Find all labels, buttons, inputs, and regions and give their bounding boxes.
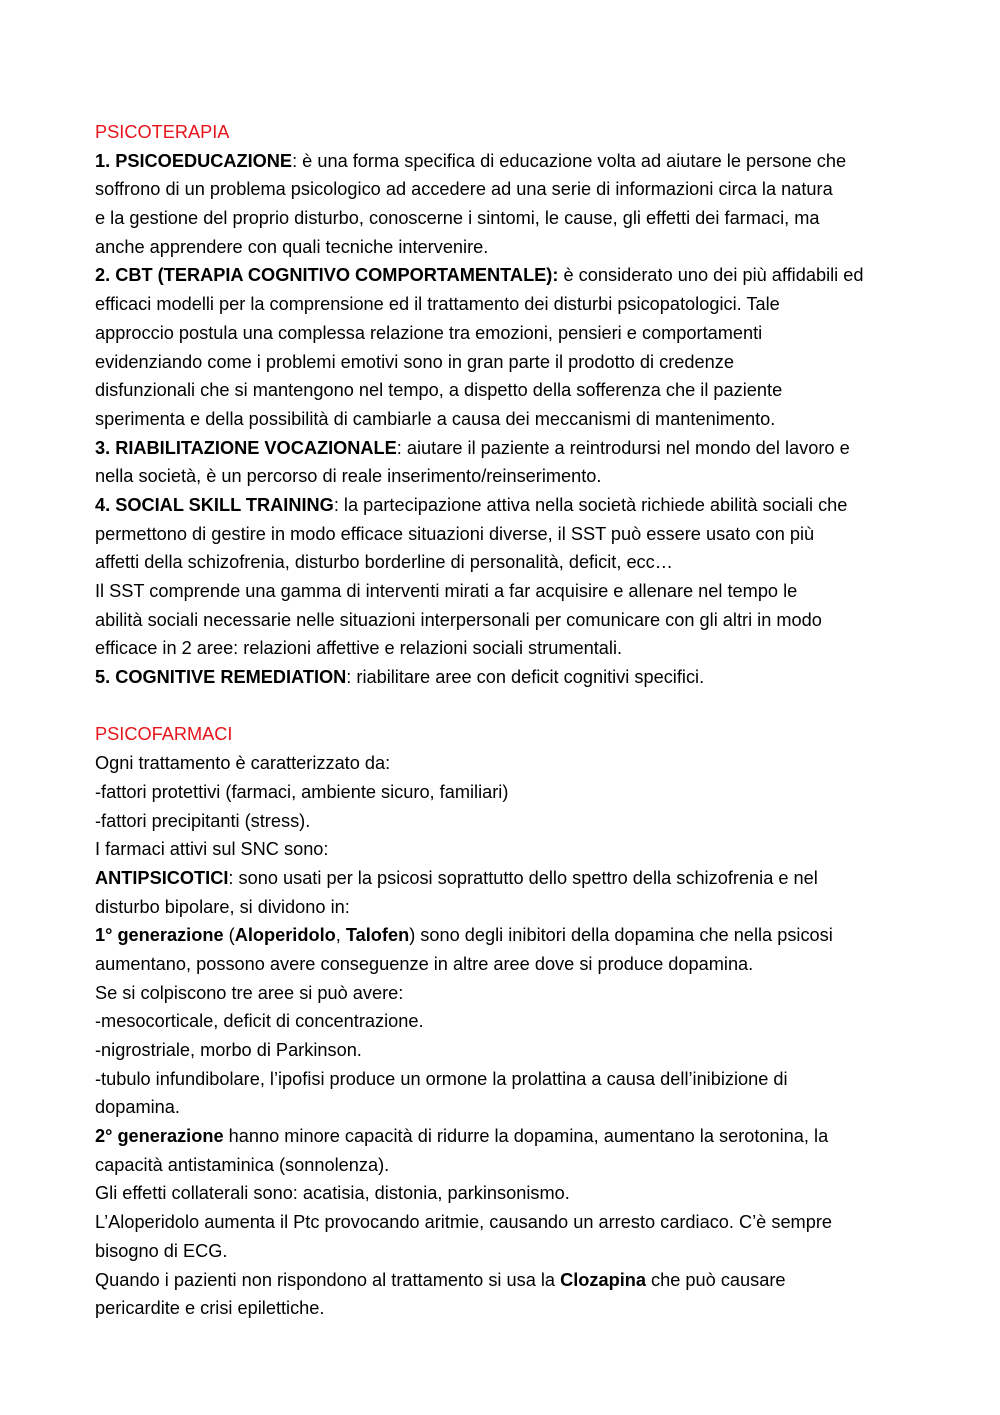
paragraph-gen1-line-6: -tubulo infundibolare, l’ipofisi produce un ormone la prolattina a causa dell’inibizione di (95, 1068, 788, 1089)
term-social-skill-training: 4. SOCIAL SKILL TRAINING (95, 494, 334, 515)
paragraph-gen1-line-1 (95, 921, 925, 950)
paragraph-cbt-line-1 (95, 261, 925, 290)
paragraph-cbt-line-2: efficaci modelli per la comprensione ed il trattamento dei disturbi psicopatologici. Tale (95, 294, 780, 315)
text: , (335, 925, 346, 946)
text: ( (223, 925, 235, 946)
paragraph-gen2-line-5: bisogno di ECG. (95, 1240, 228, 1261)
paragraph-psicoeducazione-line-3: e la gestione del proprio disturbo, conoscerne i sintomi, le cause, gli effetti dei farmaci, ma (95, 208, 820, 229)
text-line: Ogni trattamento è caratterizzato da: (95, 753, 391, 774)
text: che può causare (646, 1269, 786, 1290)
paragraph-sst-line-1 (95, 491, 925, 520)
blank-line (95, 692, 925, 721)
paragraph-clozapina-line-2: pericardite e crisi epilettiche. (95, 1298, 325, 1319)
term-antipsicotici: ANTIPSICOTICI (95, 867, 229, 888)
paragraph-sst-line-3: affetti della schizofrenia, disturbo borderline di personalità, deficit, ecc… (95, 552, 673, 573)
paragraph-cbt-line-5: disfunzionali che si mantengono nel tempo, a dispetto della sofferenza che il paziente (95, 380, 783, 401)
paragraph-gen2-line-2: capacità antistaminica (sonnolenza). (95, 1154, 390, 1175)
text: : riabilitare aree con deficit cognitivi specifici. (346, 667, 705, 688)
text: è considerato uno dei più affidabili ed (558, 265, 864, 286)
term-talofen: Talofen (345, 925, 410, 946)
paragraph-gen1-line-5: -nigrostriale, morbo di Parkinson. (95, 1040, 362, 1060)
text: hanno minore capacità di ridurre la dopamina, aumentano la serotonina, la (223, 1126, 829, 1147)
text-line: -fattori protettivi (farmaci, ambiente sicuro, familiari) (95, 781, 509, 802)
text: : aiutare il paziente a reintrodursi nel mondo del lavoro e (396, 437, 850, 458)
term-second-generation: 2° generazione (95, 1126, 224, 1147)
text: Quando i pazienti non rispondono al trattamento si usa la (95, 1269, 561, 1290)
term-cognitive-remediation: 5. COGNITIVE REMEDIATION (95, 667, 347, 688)
term-riabilitazione-vocazionale: 3. RIABILITAZIONE VOCAZIONALE (95, 437, 397, 458)
paragraph-cbt-line-6: sperimenta e della possibilità di cambiarle a causa dei meccanismi di mantenimento. (95, 408, 776, 429)
text: ) sono degli inibitori della dopamina che nella psicosi (409, 925, 833, 946)
paragraph-riabilitazione-line-1 (95, 434, 925, 463)
text: : sono usati per la psicosi soprattutto dello spettro della schizofrenia e nel (228, 867, 818, 888)
paragraph-cbt-line-4: evidenziando come i problemi emotivi sono in gran parte il prodotto di credenze (95, 351, 734, 372)
paragraph-gen1-line-7: dopamina. (95, 1097, 180, 1118)
text-line: I farmaci attivi sul SNC sono: (95, 839, 329, 860)
paragraph-sst-line-6: efficace in 2 aree: relazioni affettive e relazioni sociali strumentali. (95, 638, 623, 659)
term-psicoeducazione: 1. PSICOEDUCAZIONE (95, 150, 293, 171)
document-page (95, 118, 925, 1323)
paragraph-gen2-line-3: Gli effetti collaterali sono: acatisia, distonia, parkinsonismo. (95, 1183, 570, 1204)
paragraph-gen2-line-1 (95, 1122, 925, 1151)
paragraph-cognitive-remediation-line-1 (95, 663, 925, 692)
term-clozapina: Clozapina (560, 1269, 646, 1290)
paragraph-gen1-line-3: Se si colpiscono tre aree si può avere: (95, 982, 404, 1003)
paragraph-cbt-line-3: approccio postula una complessa relazione tra emozioni, pensieri e comportamenti (95, 322, 763, 343)
text-line: -fattori precipitanti (stress). (95, 810, 311, 831)
section-heading-psicoterapia: PSICOTERAPIA (95, 122, 230, 142)
term-cbt: 2. CBT (TERAPIA COGNITIVO COMPORTAMENTALE): (95, 265, 559, 286)
paragraph-antipsicotici-line-2: disturbo bipolare, si dividono in: (95, 896, 350, 917)
text: : la partecipazione attiva nella società richiede abilità sociali che (333, 494, 848, 515)
section-heading-psicofarmaci: PSICOFARMACI (95, 724, 233, 745)
paragraph-riabilitazione-line-2: nella società, è un percorso di reale inserimento/reinserimento. (95, 466, 602, 487)
paragraph-antipsicotici-line-1 (95, 864, 925, 893)
paragraph-sst-line-5: abilità sociali necessarie nelle situazioni interpersonali per comunicare con gli altri in modo (95, 609, 822, 630)
term-first-generation: 1° generazione (95, 925, 224, 946)
paragraph-gen1-line-4: -mesocorticale, deficit di concentrazione. (95, 1011, 424, 1032)
paragraph-sst-line-4: Il SST comprende una gamma di interventi mirati a far acquisire e allenare nel tempo le (95, 581, 798, 601)
paragraph-sst-line-2: permettono di gestire in modo efficace situazioni diverse, il SST può essere usato con più (95, 523, 815, 544)
paragraph-psicoeducazione-line-2: soffrono di un problema psicologico ad accedere ad una serie di informazioni circa la natura (95, 179, 833, 200)
paragraph-psicoeducazione-line-4: anche apprendere con quali tecniche intervenire. (95, 236, 489, 257)
paragraph-gen2-line-4: L’Aloperidolo aumenta il Ptc provocando aritmie, causando un arresto cardiaco. C’è sempre (95, 1212, 832, 1233)
paragraph-clozapina-line-1 (95, 1266, 925, 1295)
term-aloperidolo: Aloperidolo (234, 925, 336, 946)
text: : è una forma specifica di educazione volta ad aiutare le persone che (292, 150, 847, 171)
paragraph-gen1-line-2: aumentano, possono avere conseguenze in altre aree dove si produce dopamina. (95, 953, 754, 974)
paragraph-psicoeducazione-line-1 (95, 147, 925, 176)
